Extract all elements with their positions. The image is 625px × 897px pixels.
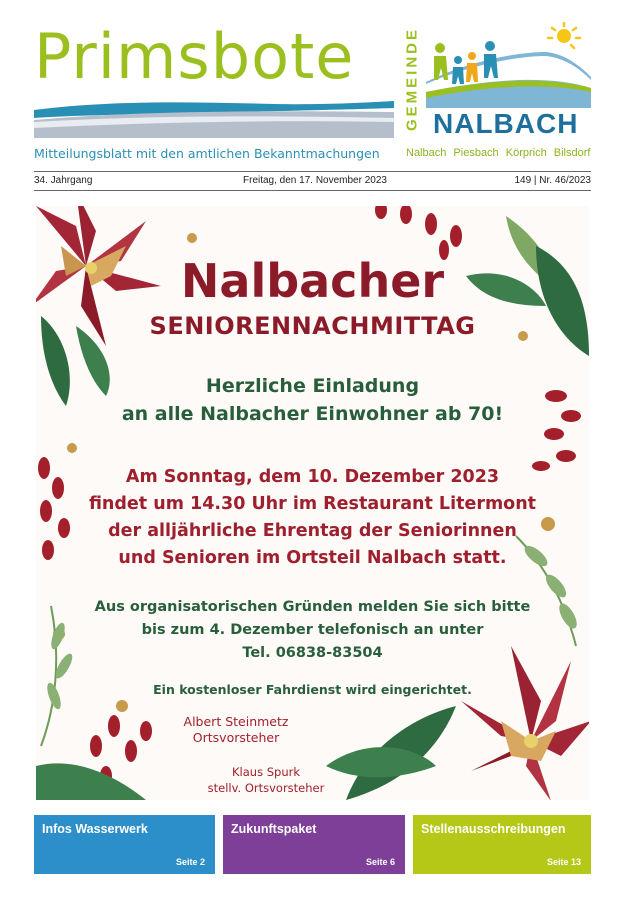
poster-subtitle: SENIORENNACHMITTAG: [149, 312, 476, 340]
signature-role: stellv. Ortsvorsteher: [207, 781, 325, 795]
note-line: bis zum 4. Dezember telefonisch an unter: [141, 622, 484, 638]
note-line: Aus organisatorischen Gründen melden Sie sich bitte: [94, 599, 531, 615]
event-poster: [36, 206, 589, 800]
invite-line: Herzliche Einladung: [205, 375, 420, 397]
wave-graphic: [34, 98, 394, 140]
tile-page: Seite 6: [365, 857, 395, 867]
village-list: [406, 147, 594, 159]
village-name: Nalbach: [406, 147, 447, 159]
issue-number: 149 | Nr. 46/2023: [514, 175, 591, 186]
teaser-tile-job-postings[interactable]: [413, 815, 591, 874]
municipality-prefix: GEMEINDE: [403, 26, 421, 132]
details-line: und Senioren im Ortsteil Nalbach statt.: [118, 548, 507, 568]
tile-title: Stellenausschreibungen: [421, 822, 566, 836]
divider: [34, 190, 591, 191]
poster-details: [36, 464, 589, 572]
village-name: Piesbach: [453, 147, 499, 159]
details-line: der alljährliche Ehrentag der Seniorinnen: [108, 521, 517, 541]
poster-title: Nalbacher: [180, 254, 445, 308]
signature-deputy: [196, 764, 336, 796]
family-logo-icon: [426, 22, 591, 108]
newspaper-subtitle: Mitteilungsblatt mit den amtlichen Bekanntmachungen: [34, 146, 380, 161]
village-name: Körprich: [505, 147, 547, 159]
tile-title: Infos Wasserwerk: [42, 822, 148, 836]
signature-mayor: [156, 714, 316, 746]
village-name: Bilsdorf: [553, 147, 591, 159]
teaser-tile-future-package[interactable]: [223, 815, 405, 874]
tile-page: Seite 13: [546, 857, 581, 867]
poster-registration-note: [36, 596, 589, 665]
invite-line: an alle Nalbacher Einwohner ab 70!: [121, 403, 504, 425]
signature-name: Klaus Spurk: [232, 765, 300, 779]
masthead: [0, 0, 625, 170]
divider: [34, 171, 591, 172]
shuttle-note: Ein kostenloser Fahrdienst wird eingerichtet.: [153, 682, 472, 697]
signature-role: Ortsvorsteher: [192, 730, 280, 745]
poster-invitation: [36, 372, 589, 428]
municipality-name: NALBACH: [433, 108, 579, 139]
tile-page: Seite 2: [175, 857, 205, 867]
teaser-tile-water-utility[interactable]: [34, 815, 215, 874]
tile-title: Zukunftspaket: [231, 822, 317, 836]
phone-number: Tel. 06838-83504: [242, 645, 383, 661]
issue-date: Freitag, den 17. November 2023: [243, 175, 387, 186]
volume-label: 34. Jahrgang: [34, 175, 93, 186]
newspaper-title: Primsbote: [34, 20, 355, 93]
issue-line: [34, 173, 591, 189]
signature-name: Albert Steinmetz: [183, 714, 289, 729]
details-line: Am Sonntag, dem 10. Dezember 2023: [125, 467, 500, 487]
details-line: findet um 14.30 Uhr im Restaurant Litermont: [88, 494, 537, 514]
